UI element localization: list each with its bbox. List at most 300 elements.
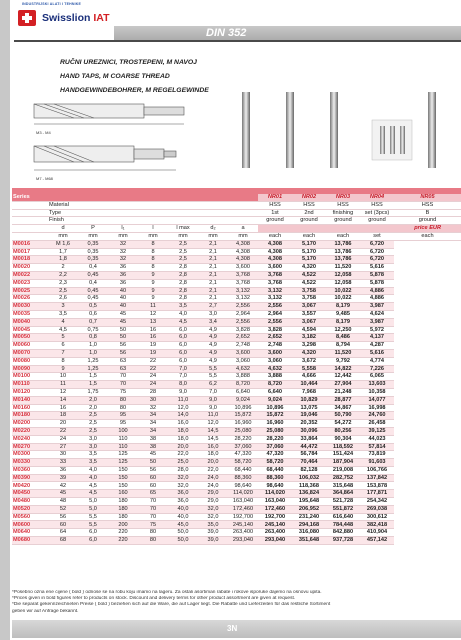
price-cell: 10,022	[326, 295, 360, 303]
dimension-cell: 2,5	[78, 427, 108, 435]
dimension-cell: 56	[108, 342, 138, 350]
finish-label: Finish	[48, 217, 258, 225]
dimension-cell: 19	[138, 342, 168, 350]
table-row	[12, 420, 461, 428]
type-cell: set (3pcs)	[360, 209, 394, 217]
article-code: M0140	[12, 396, 48, 404]
table-row	[12, 498, 461, 506]
price-cell: 842,880	[326, 529, 360, 537]
dimension-cell: 1,8	[48, 256, 78, 264]
article-code: M0680	[12, 537, 48, 545]
page-number: 3N	[227, 624, 238, 633]
dimension-cell: 2,2	[48, 271, 78, 279]
dimension-cell: 2,5	[48, 287, 78, 295]
price-cell: 136,824	[292, 490, 326, 498]
table-row	[12, 357, 461, 365]
type-cell: finishing	[326, 209, 360, 217]
price-cell: 57,814	[360, 443, 394, 451]
price-cell: 8,486	[326, 334, 360, 342]
price-cell: 10,464	[292, 381, 326, 389]
price-cell: 5,878	[360, 279, 394, 287]
article-code: M0220	[12, 427, 48, 435]
article-code: M0023	[12, 279, 48, 287]
price-cell: 6,065	[360, 373, 394, 381]
finish-row	[12, 217, 461, 225]
price-cell: 8,179	[326, 303, 360, 311]
dim-header: d	[48, 225, 78, 233]
table-row	[12, 459, 461, 467]
dimension-cell: 38	[138, 435, 168, 443]
price-cell: 88,360	[258, 474, 292, 482]
dimension-cell: 4,308	[228, 240, 258, 248]
price-cell: 34,867	[326, 404, 360, 412]
table-row	[12, 435, 461, 443]
price-cell: 187,904	[326, 459, 360, 467]
dimension-cell: 60	[138, 482, 168, 490]
price-cell: 315,648	[326, 482, 360, 490]
dimension-cell: 80	[108, 396, 138, 404]
table-row	[12, 466, 461, 474]
dimension-cell: 40,0	[168, 513, 198, 521]
dimension-cell: 4,9	[198, 334, 228, 342]
dimension-cell: 5,5	[78, 513, 108, 521]
dimension-cell: 3,768	[228, 279, 258, 287]
price-cell: 382,418	[360, 521, 394, 529]
dimension-cell: 2,5	[168, 248, 198, 256]
dimension-cell: 16,960	[228, 420, 258, 428]
dimension-cell: 30	[138, 396, 168, 404]
dimension-cell: 4,308	[228, 256, 258, 264]
dimension-cell: 2,1	[198, 240, 228, 248]
dimension-cell: 56	[48, 513, 78, 521]
price-cell: 4,287	[360, 342, 394, 350]
dimension-cell: 34	[138, 427, 168, 435]
dimension-cell: 2,5	[78, 420, 108, 428]
dimension-cell: 2,1	[198, 248, 228, 256]
dimension-cell: 3,768	[228, 271, 258, 279]
dimension-cell: 150	[108, 474, 138, 482]
price-cell: 5,170	[292, 256, 326, 264]
unit-cell: mm	[228, 232, 258, 240]
dimension-cell: 3,0	[198, 310, 228, 318]
material-cell: HSS	[394, 201, 461, 209]
price-cell: 27,904	[326, 381, 360, 389]
table-row	[12, 279, 461, 287]
dimension-cell: 3,5	[78, 451, 108, 459]
swiss-cross-icon	[16, 8, 40, 28]
price-cell: 10,896	[258, 404, 292, 412]
dimension-cell: 0,4	[78, 264, 108, 272]
price-cell: 4,632	[258, 365, 292, 373]
dimension-cell: 5	[48, 334, 78, 342]
price-cell: 21,248	[326, 388, 360, 396]
price-cell: 3,182	[292, 334, 326, 342]
table-row	[12, 240, 461, 248]
price-cell: 37,060	[258, 443, 292, 451]
unit-cell: mm	[108, 232, 138, 240]
price-cell: 4,137	[360, 334, 394, 342]
dim-header: l₁	[108, 225, 138, 233]
price-cell: 10,358	[360, 388, 394, 396]
unit-cell: each	[292, 232, 326, 240]
table-row	[12, 443, 461, 451]
material-cell: HSS	[360, 201, 394, 209]
price-cell: 3,828	[258, 326, 292, 334]
price-cell: 54,272	[326, 420, 360, 428]
dimension-cell: 180	[108, 505, 138, 513]
dimension-cell: 1,5	[78, 381, 108, 389]
price-cell: 5,170	[292, 248, 326, 256]
dimension-cell: 8	[138, 264, 168, 272]
footnote-de: *Die separat gekennzeichneten Preise ( bold ) beziehen sich auf die Ware, die auf Lager liegt. Die Rabatte und Lieferzeiten für das restliche Sortiment	[12, 602, 331, 608]
dimension-cell: 22	[48, 427, 78, 435]
series-nr01: NR01	[258, 194, 292, 201]
dimension-cell: 0,35	[78, 256, 108, 264]
dimension-cell: 7,0	[198, 388, 228, 396]
dimension-cell: 30	[48, 451, 78, 459]
dimension-cell: 7,0	[168, 373, 198, 381]
diagram-label-top: M3 - M4	[36, 130, 51, 135]
dimension-cell: 4,5	[78, 490, 108, 498]
dimension-cell: 68	[48, 537, 78, 545]
dimension-cell: 0,35	[78, 248, 108, 256]
footnote-de-cont: geben wir auf Anfrage bekannt.	[12, 608, 79, 614]
dimension-cell: 150	[108, 466, 138, 474]
dimension-cell: 3,600	[228, 264, 258, 272]
dimension-cell: 16,0	[168, 420, 198, 428]
dimension-cell: 75	[138, 521, 168, 529]
dimension-cell: 50	[138, 459, 168, 467]
product-photos	[232, 90, 454, 170]
dimension-cell: 39	[48, 474, 78, 482]
price-cell: 300,612	[360, 513, 394, 521]
dimension-cell: 3,5	[48, 310, 78, 318]
dimension-cell: 1,25	[78, 365, 108, 373]
article-code: M0090	[12, 365, 48, 373]
dimension-cell: 24	[48, 435, 78, 443]
price-cell: 24,760	[360, 412, 394, 420]
dimension-cell: 36	[108, 279, 138, 287]
brand-tagline: INDUSTRIJSKI ALATI I TEHNIKE	[22, 2, 82, 6]
dimension-cell: 28,220	[228, 435, 258, 443]
price-cell: 30,096	[292, 427, 326, 435]
dimension-cell: 6,0	[168, 342, 198, 350]
article-code: M0180	[12, 412, 48, 420]
price-cell: 551,872	[326, 505, 360, 513]
dimension-cell: 28,0	[168, 466, 198, 474]
unit-cell: mm	[198, 232, 228, 240]
dimension-cell: 4,308	[228, 248, 258, 256]
price-cell: 10,829	[292, 396, 326, 404]
price-cell: 2,556	[258, 303, 292, 311]
unit-cell: each	[394, 232, 461, 240]
dimension-cell: 9	[48, 365, 78, 373]
dimension-cell: 6,0	[78, 529, 108, 537]
dimension-cell: 14,0	[168, 412, 198, 420]
price-cell: 3,132	[258, 295, 292, 303]
dimension-cell: 22,0	[198, 466, 228, 474]
dimension-cell: 40	[108, 303, 138, 311]
dimension-cell: 2,5	[168, 256, 198, 264]
price-cell: 3,067	[292, 303, 326, 311]
dimension-cell: 50	[108, 326, 138, 334]
dimension-cell: 14,5	[198, 435, 228, 443]
dimension-cell: 2,1	[198, 295, 228, 303]
price-cell: 192,700	[258, 513, 292, 521]
dimension-cell: 32	[108, 256, 138, 264]
dimension-cell: 0,4	[78, 279, 108, 287]
table-row	[12, 537, 461, 545]
price-cell: 16,960	[258, 420, 292, 428]
price-cell: 4,320	[292, 349, 326, 357]
price-cell: 153,878	[360, 482, 394, 490]
price-cell: 12,058	[326, 271, 360, 279]
price-cell: 28,220	[258, 435, 292, 443]
dimension-cell: 24,0	[198, 474, 228, 482]
unit-cell: mm	[138, 232, 168, 240]
dimension-cell: 32,0	[198, 513, 228, 521]
dimension-cell: 125	[108, 459, 138, 467]
dimension-cell: 38	[138, 443, 168, 451]
price-cell: 47,320	[258, 451, 292, 459]
brand-logo	[14, 2, 122, 38]
dimension-cell: 18	[48, 412, 78, 420]
price-cell: 50,790	[326, 412, 360, 420]
dimension-cell: 2,556	[228, 303, 258, 311]
price-cell: 13,786	[326, 256, 360, 264]
dimension-cell: 70	[138, 498, 168, 506]
dimension-cell: 2,6	[48, 295, 78, 303]
price-cell: 90,304	[326, 435, 360, 443]
dimension-cell: 68,440	[228, 466, 258, 474]
price-cell: 351,648	[292, 537, 326, 545]
dim-header: P	[78, 225, 108, 233]
dimension-cell: 22,0	[168, 451, 198, 459]
article-code: M0360	[12, 466, 48, 474]
dimension-cell: 4,0	[168, 310, 198, 318]
dimension-cell: 160	[108, 490, 138, 498]
dimension-cell: 1,0	[78, 342, 108, 350]
price-cell: 4,886	[360, 287, 394, 295]
dimension-cell: 293,040	[228, 537, 258, 545]
dimension-cell: 2,3	[48, 279, 78, 287]
price-cell: 4,522	[292, 279, 326, 287]
dimension-cell: 47,320	[228, 451, 258, 459]
series-nr02: NR02	[292, 194, 326, 201]
price-cell: 8,179	[326, 318, 360, 326]
article-code: M0520	[12, 505, 48, 513]
dimension-cell: 2,556	[228, 318, 258, 326]
article-code: M0016	[12, 240, 48, 248]
price-cell: 14,077	[360, 396, 394, 404]
dimension-cell: 32,0	[168, 474, 198, 482]
dimension-cell: 180	[108, 498, 138, 506]
price-cell: 410,904	[360, 529, 394, 537]
header-rule	[14, 40, 461, 42]
price-cell: 293,040	[258, 537, 292, 545]
price-cell: 3,132	[258, 287, 292, 295]
price-cell: 151,424	[326, 451, 360, 459]
dimension-cell: 9	[138, 271, 168, 279]
dimension-cell: 2,1	[198, 271, 228, 279]
price-cell: 3,987	[360, 318, 394, 326]
price-cell: 2,556	[258, 318, 292, 326]
brand-name: Swisslion IAT	[42, 12, 110, 24]
dimension-cell: 60	[138, 474, 168, 482]
dimension-cell: 125	[108, 451, 138, 459]
dimension-cell: 16	[48, 404, 78, 412]
dimension-cell: 12	[138, 310, 168, 318]
dimension-cell: 4,0	[78, 466, 108, 474]
table-row	[12, 334, 461, 342]
article-code: M0050	[12, 334, 48, 342]
price-cell: 4,308	[258, 240, 292, 248]
finish-cell: ground	[292, 217, 326, 225]
article-code: M0480	[12, 498, 48, 506]
dimension-cell: 1,5	[78, 373, 108, 381]
table-row	[12, 381, 461, 389]
dimension-cell: 2,8	[168, 264, 198, 272]
dimension-cell: 22	[138, 365, 168, 373]
footnote-sr: *Posebno ozna ene cijene ( bold ) odnose se na robu koju imamo na lageru. Za ostali asortiman rabate i rokove isporuke dajemo na osnovu upita.	[12, 590, 322, 595]
dimension-cell: 8,720	[228, 381, 258, 389]
dimension-cell: 36,0	[168, 490, 198, 498]
price-cell: 521,728	[326, 498, 360, 506]
dimension-cell: 25,0	[168, 459, 198, 467]
price-cell: 26,458	[360, 420, 394, 428]
dimension-cell: 18,0	[198, 451, 228, 459]
dimension-cell: 0,75	[78, 326, 108, 334]
price-cell: 13,075	[292, 404, 326, 412]
price-cell: 219,008	[326, 466, 360, 474]
type-cell: B	[394, 209, 461, 217]
price-cell: 82,128	[292, 466, 326, 474]
table-row	[12, 505, 461, 513]
dimension-cell: 7	[48, 349, 78, 357]
dim-header: a	[228, 225, 258, 233]
price-cell: 33,864	[292, 435, 326, 443]
dimension-cell: 11,0	[198, 412, 228, 420]
price-cell: 20,352	[292, 420, 326, 428]
dimension-cell: 3,5	[168, 303, 198, 311]
dimension-cell: 4,5	[168, 318, 198, 326]
table-row	[12, 256, 461, 264]
dimension-cell: 3,0	[78, 443, 108, 451]
table-row	[12, 365, 461, 373]
dimension-cell: 24	[138, 373, 168, 381]
table-row	[12, 412, 461, 420]
dimension-cell: 10,896	[228, 404, 258, 412]
price-cell: 11,520	[326, 349, 360, 357]
table-row	[12, 295, 461, 303]
material-cell: HSS	[292, 201, 326, 209]
dimension-cell: 19	[138, 349, 168, 357]
price-cell: 294,168	[292, 521, 326, 529]
price-cell: 4,774	[360, 357, 394, 365]
price-cell: 13,786	[326, 248, 360, 256]
dimension-cell: 4,9	[198, 357, 228, 365]
dimension-cell: 60	[48, 521, 78, 529]
article-code: M0120	[12, 388, 48, 396]
price-cell: 3,768	[258, 279, 292, 287]
dimension-cell: 2,5	[78, 412, 108, 420]
dimension-cell: 2,0	[78, 396, 108, 404]
product-titles	[60, 56, 209, 98]
price-cell: 9,024	[258, 396, 292, 404]
dimension-cell: 32	[138, 404, 168, 412]
dimension-cell: 8	[138, 256, 168, 264]
article-code: M0017	[12, 248, 48, 256]
dimension-cell: 5,5	[78, 521, 108, 529]
price-cell: 4,308	[258, 256, 292, 264]
dimension-cell: 36,0	[168, 498, 198, 506]
material-cell: HSS	[326, 201, 360, 209]
dimension-cell: 3,0	[78, 435, 108, 443]
article-code: M0035	[12, 310, 48, 318]
price-cell: 254,342	[360, 498, 394, 506]
dimension-cell: 12	[48, 388, 78, 396]
price-cell: 3,600	[258, 349, 292, 357]
dimension-cell: 110	[108, 443, 138, 451]
table-row	[12, 529, 461, 537]
table-row	[12, 318, 461, 326]
price-cell: 3,987	[360, 303, 394, 311]
table-row	[12, 474, 461, 482]
article-code: M0030	[12, 303, 48, 311]
dimension-cell: 40	[108, 295, 138, 303]
dimension-cell: 48	[48, 498, 78, 506]
dimension-cell: 14,5	[198, 427, 228, 435]
dimension-cell: 24,0	[198, 482, 228, 490]
unit-cell: mm	[48, 232, 78, 240]
dimension-cell: 6,0	[168, 349, 198, 357]
dimension-cell: 32	[108, 240, 138, 248]
dimension-cell: 245,140	[228, 521, 258, 529]
dimension-cell: 4	[48, 318, 78, 326]
dimension-cell: 4,5	[48, 326, 78, 334]
dimension-cell: 2,8	[168, 271, 198, 279]
dimension-cell: 70	[138, 505, 168, 513]
type-label: Type	[48, 209, 258, 217]
price-cell: 6,720	[360, 240, 394, 248]
dimension-cell: 28	[138, 388, 168, 396]
dimension-cell: 42	[48, 482, 78, 490]
dimension-cell: 3,132	[228, 295, 258, 303]
article-code: M0022	[12, 271, 48, 279]
dim-header: l max	[168, 225, 198, 233]
title-sr: RUČNI UREZNICI, TROSTEPENI, M NAVOJ	[60, 59, 197, 66]
dimension-cell: 8	[138, 240, 168, 248]
price-cell: 364,864	[326, 490, 360, 498]
dimension-cell: 192,700	[228, 513, 258, 521]
finish-cell: ground	[394, 217, 461, 225]
dimension-cell: 2,748	[228, 342, 258, 350]
price-cell: 4,308	[258, 248, 292, 256]
price-cell: 3,888	[258, 373, 292, 381]
article-code: M0270	[12, 443, 48, 451]
dimension-cell: 37,060	[228, 443, 258, 451]
dimension-cell: 39,0	[198, 529, 228, 537]
article-code: M0390	[12, 474, 48, 482]
price-cell: 7,968	[292, 388, 326, 396]
price-table	[12, 194, 461, 545]
price-cell: 58,720	[258, 459, 292, 467]
price-cell: 7,226	[360, 365, 394, 373]
unit-cell: mm	[168, 232, 198, 240]
price-cell: 9,485	[326, 310, 360, 318]
dimension-cell: 0,6	[78, 310, 108, 318]
price-cell: 206,952	[292, 505, 326, 513]
